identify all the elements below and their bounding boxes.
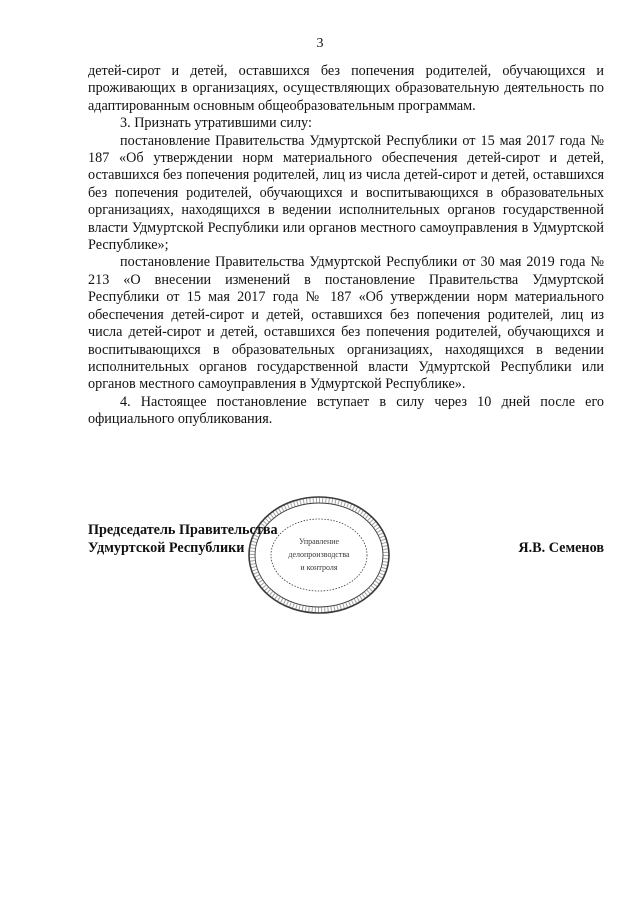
svg-text:и контроля: и контроля — [300, 563, 338, 572]
paragraph-repealed-decree-213: постановление Правительства Удмуртской Республики от 30 мая 2019 года № 213 «О внесении изменений в постановление Правительства Удмуртской Республики от 15 мая 2017 года № 187 «Об утверждении норм материального обеспечения детей-сирот и детей, оставшихся без попечения родителей, лиц из числа детей-сирот и детей, оставшихся без попечения родителей, обучающихся и воспитывающихся в образовательных организациях, находящихся в ведении исполнительных органов государственной власти Удмуртской Республики или органов местного самоуправления в Удмуртской Республике». — [88, 254, 604, 393]
paragraph-item-3: 3. Признать утратившими силу: — [120, 115, 312, 132]
svg-text:Управление: Управление — [298, 537, 340, 546]
svg-text:делопроизводства: делопроизводства — [288, 550, 350, 559]
paragraph-continuation: детей-сирот и детей, оставшихся без попечения родителей, обучающихся и проживающих в организациях, осуществляющих образовательную деятельность по адаптированным основным общеобразовательным программам. — [88, 63, 604, 114]
document-body — [88, 63, 604, 429]
paragraph-item-4: 4. Настоящее постановление вступает в силу через 10 дней после его официального опубликования. — [88, 393, 604, 428]
signatory-title-line1: Председатель Правительства — [88, 522, 278, 538]
page-number: 3 — [316, 36, 324, 51]
signatory-title-line2: Удмуртской Республики — [88, 539, 245, 556]
signatory-name: Я.В. Семенов — [518, 540, 604, 556]
paragraph-repealed-decree-187: постановление Правительства Удмуртской Республики от 15 мая 2017 года № 187 «Об утверждении норм материального обеспечения детей-сирот и детей, оставшихся без попечения родителей, лиц из числа детей-сирот и детей, оставшихся без попечения родителей, обучающихся и воспитывающихся в образовательных организациях, находящихся в ведении исполнительных органов государственной власти Удмуртской Республики или органов местного самоуправления в Удмуртской Республике»; — [88, 132, 604, 254]
signature-block — [88, 522, 278, 557]
